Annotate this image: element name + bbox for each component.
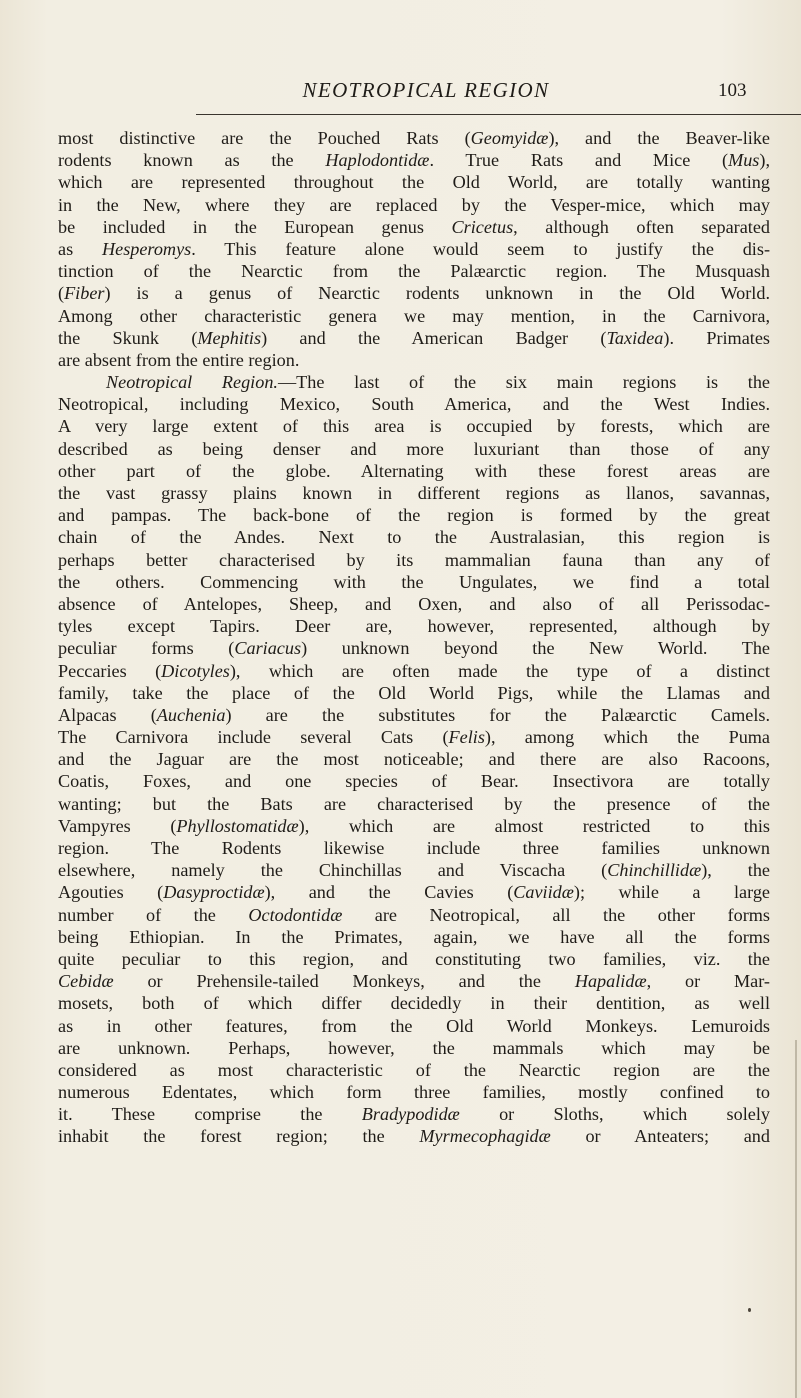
text-line: mosets, both of which differ decidedly in their dentition, as well	[58, 993, 770, 1014]
text-line: in the New, where they are replaced by the Vesper-mice, which may	[58, 194, 770, 215]
text-line: considered as most characteristic of the Nearctic region are the	[58, 1059, 770, 1080]
text-line: most distinctive are the Pouched Rats (Geomyidæ), and the Beaver-like	[58, 128, 770, 148]
text-line: as in other features, from the Old World Monkeys. Lemuroids	[58, 1015, 770, 1036]
text-line: elsewhere, namely the Chinchillas and Viscacha (Chinchillidæ), the	[58, 860, 770, 881]
text-line: Among other characteristic genera we may mention, in the Carnivora,	[58, 305, 770, 326]
text-line: tinction of the Nearctic from the Palæarctic region. The Musquash	[58, 261, 770, 282]
text-line: being Ethiopian. In the Primates, again, we have all the forms	[58, 926, 770, 947]
text-line: the vast grassy plains known in different regions as llanos, savannas,	[58, 483, 770, 503]
text-line: Coatis, Foxes, and one species of Bear. Insectivora are totally	[58, 771, 770, 792]
text-line: it. These comprise the Bradypodidæ or Sloths, which solely	[58, 1104, 770, 1125]
header-rule	[196, 114, 801, 115]
text-line: Cebidæ or Prehensile-tailed Monkeys, and the Hapalidæ, or Mar-	[58, 971, 770, 992]
body-text	[58, 127, 770, 1148]
text-line: The Carnivora include several Cats (Felis), among which the Puma	[58, 727, 770, 748]
text-line: described as being denser and more luxuriant than those of any	[58, 438, 770, 459]
text-line: numerous Edentates, which form three families, mostly confined to	[58, 1082, 770, 1103]
text-line: the others. Commencing with the Ungulates, we find a total	[58, 571, 770, 592]
text-line: region. The Rodents likewise include three families unknown	[58, 838, 770, 858]
text-line: tyles except Tapirs. Deer are, however, represented, although by	[58, 616, 770, 637]
page-number: 103	[718, 80, 747, 101]
text-line: chain of the Andes. Next to the Australasian, this region is	[58, 527, 770, 548]
text-line: number of the Octodontidæ are Neotropical, all the other forms	[58, 904, 770, 925]
text-line: which are represented throughout the Old World, are totally wanting	[58, 172, 770, 193]
text-line: (Fiber) is a genus of Nearctic rodents unknown in the Old World.	[58, 283, 770, 304]
text-line: wanting; but the Bats are characterised by the presence of the	[58, 793, 770, 814]
text-line: peculiar forms (Cariacus) unknown beyond the New World. The	[58, 638, 770, 659]
text-line: family, take the place of the Old World Pigs, while the Llamas and	[58, 682, 770, 703]
text-line: Agouties (Dasyproctidæ), and the Cavies (Caviidæ); while a large	[58, 882, 770, 903]
text-line: rodents known as the Haplodontidæ. True Rats and Mice (Mus),	[58, 150, 770, 171]
text-line: perhaps better characterised by its mammalian fauna than any of	[58, 549, 770, 570]
text-line: are unknown. Perhaps, however, the mammals which may be	[58, 1037, 770, 1058]
paragraph-start: Neotropical Region.—The last of the six main regions is the	[106, 372, 770, 393]
text-line: inhabit the forest region; the Myrmecophagidæ or Anteaters; and	[58, 1126, 770, 1147]
text-line: absence of Antelopes, Sheep, and Oxen, and also of all Perissodac-	[58, 593, 770, 614]
text-line: A very large extent of this area is occupied by forests, which are	[58, 416, 770, 437]
text-line: as Hesperomys. This feature alone would seem to justify the dis-	[58, 238, 770, 259]
running-head: NEOTROPICAL REGION	[302, 78, 550, 102]
text-line: and the Jaguar are the most noticeable; and there are also Racoons,	[58, 749, 770, 770]
text-line: be included in the European genus Cricetus, although often separated	[58, 216, 770, 237]
text-line: other part of the globe. Alternating with these forest areas are	[58, 460, 770, 481]
text-line: Peccaries (Dicotyles), which are often made the type of a distinct	[58, 660, 770, 681]
text-line: are absent from the entire region.	[58, 349, 300, 370]
text-line: quite peculiar to this region, and constituting two families, viz. the	[58, 948, 770, 969]
text-line: the Skunk (Mephitis) and the American Badger (Taxidea). Primates	[58, 327, 770, 348]
text-line: Neotropical, including Mexico, South America, and the West Indies.	[58, 394, 770, 415]
text-line: and pampas. The back-bone of the region is formed by the great	[58, 505, 770, 526]
page-edge-shadow	[795, 1040, 797, 1398]
ink-speck	[748, 1308, 751, 1312]
text-line: Vampyres (Phyllostomatidæ), which are almost restricted to this	[58, 815, 770, 836]
text-line: Alpacas (Auchenia) are the substitutes for the Palæarctic Camels.	[58, 704, 770, 725]
